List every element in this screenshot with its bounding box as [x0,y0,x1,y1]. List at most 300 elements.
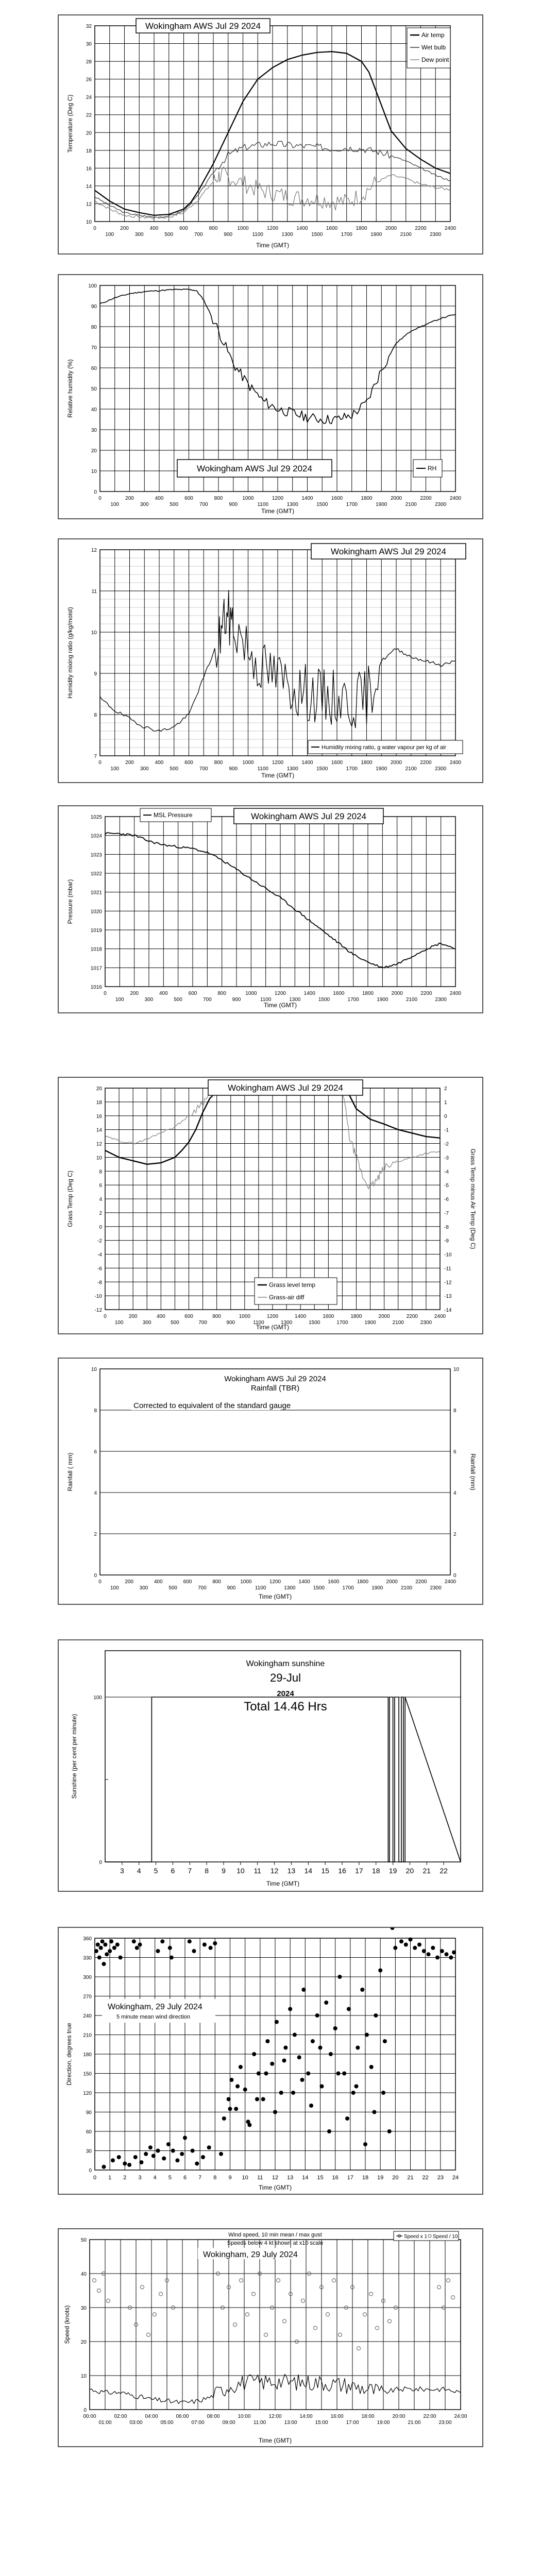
x-tick-label: 1300 [286,766,298,772]
x-tick-label: 2100 [392,1320,404,1326]
x-tick-label: 2300 [420,1320,432,1326]
wind-direction-point [342,2072,346,2076]
wind-direction-point [138,1943,142,1947]
wind-direction-point [257,2072,261,2076]
wind-direction-point [168,1946,172,1950]
speed-div10-point [363,2313,367,2316]
wind-direction-point [440,1949,444,1953]
wind-direction-point [431,1946,435,1950]
x-tick-label: 6 [183,2175,187,2181]
x-tick-label: 2400 [434,1314,446,1319]
y2-tick-label: 10 [453,1367,460,1372]
x-tick-label: 1800 [356,226,367,231]
wind-direction-x-axis-label: Time (GMT) [258,2184,292,2191]
y-tick-label: 180 [83,2052,92,2058]
x-tick-label: 500 [174,997,183,1003]
x-tick-label: 100 [114,1320,124,1326]
wind-speed-header-2: Speeds below 4 kt shown at x10 scale [227,2240,324,2246]
y-tick-label: 60 [91,366,97,371]
sunshine-chart [59,1640,482,1891]
y-tick-label: 30 [86,2148,92,2155]
y-tick-label: 50 [91,386,97,392]
wind-direction-point [252,2052,256,2056]
y-tick-label: 10 [96,1155,102,1161]
x-tick-label: 17 [347,2175,353,2181]
x-tick-label: 1700 [346,502,358,507]
speed-div10-point [97,2289,101,2293]
speed-div10-point [369,2292,373,2296]
temperature-chart-title: Wokingham AWS Jul 29 2024 [145,21,261,31]
x-tick-label: 1600 [326,226,338,231]
wind-direction-point [123,2162,127,2166]
x-tick-label: 2000 [378,1314,390,1319]
rainfall-chart-panel [58,1358,483,1605]
x-tick-label: 1200 [269,1579,281,1585]
legend-dew-point: Dew point [421,56,449,63]
legend-speed-div10: Speed / 10 [433,2234,458,2240]
x-tick-label: 900 [229,502,238,507]
x-tick-label: 1000 [245,991,257,996]
wind-direction-point [156,1949,160,1953]
y-tick-label: 240 [83,2013,92,2019]
speed-div10-point [314,2326,317,2330]
y-tick-label: 270 [83,1994,92,2000]
wind-direction-point [293,2033,297,2037]
wind-direction-point [337,1975,342,1979]
wind-direction-point [222,2116,226,2121]
x-tick-label: 300 [139,1585,148,1591]
x-tick-label: 9 [222,1867,226,1875]
wind-direction-point [171,2149,175,2153]
wind-direction-point [297,2055,301,2059]
wind-direction-point [160,1939,164,1943]
y-tick-label: 14 [86,183,92,190]
x-tick-label: 500 [171,1320,179,1326]
x-tick-label: 1400 [301,760,313,766]
x-tick-label: 2200 [415,1579,427,1585]
y-tick-label: 40 [91,407,97,413]
pressure-chart-panel [58,805,483,1013]
wind-direction-point [96,1943,100,1947]
x-tick-label: 800 [214,760,223,766]
x-tick-label: 2400 [449,991,462,996]
wind-direction-point [102,2165,106,2169]
x-tick-label: 1600 [323,1314,334,1319]
rainfall-y2-axis-label: Rainfall (mm) [469,1453,477,1490]
wind-direction-point [228,2107,232,2111]
x-tick-label: 24:00 [454,2414,467,2419]
y2-tick-label: -5 [444,1183,449,1189]
wind-direction-point [115,1943,120,1947]
x-tick-label: 900 [232,997,241,1003]
wind-direction-point [324,2001,328,2005]
wind-direction-point [369,2065,374,2069]
x-tick-label: 400 [155,760,164,766]
y-tick-label: 8 [99,1169,102,1175]
y-tick-label: 330 [83,1955,92,1961]
x-tick-label: 2400 [449,496,462,501]
x-tick-label: 200 [125,496,134,501]
wind-direction-point [144,2152,148,2156]
y-tick-label: 26 [86,77,92,83]
x-tick-label: 700 [197,1585,207,1591]
x-tick-label: 400 [155,496,164,501]
y2-tick-label: -12 [444,1280,452,1286]
wind-direction-point [213,1941,217,1945]
x-tick-label: 200 [120,226,129,231]
x-tick-label: 700 [194,232,203,238]
y-tick-label: 1025 [90,815,102,820]
legend-wet-bulb: Wet bulb [421,44,446,51]
x-tick-label: 2300 [430,1585,442,1591]
speed-div10-point [277,2279,280,2282]
y-tick-label: 0 [94,1573,97,1579]
wind-direction-point [413,1946,417,1950]
y2-tick-label: -9 [444,1238,449,1244]
y-tick-label: -2 [97,1238,102,1244]
wind-direction-chart-title: Wokingham, 29 July 2024 [108,2003,202,2011]
wind-direction-point [246,2120,250,2124]
x-tick-label: 7 [188,1867,192,1875]
wind-direction-point [255,2097,259,2102]
y-tick-label: 9 [94,671,97,677]
x-tick-label: 1200 [272,760,284,766]
y-tick-label: 2 [99,1210,102,1216]
wind-direction-point [151,2154,156,2158]
wind-direction-point [318,2046,323,2050]
wind-direction-point [383,2039,387,2043]
y-tick-label: 20 [91,448,97,454]
x-tick-label: 12 [272,2175,279,2181]
x-tick-label: 100 [110,766,120,772]
x-tick-label: 1400 [298,1579,310,1585]
y-tick-label: 70 [91,345,97,351]
rainfall-chart-subtitle: Rainfall (TBR) [250,1384,300,1393]
wind-direction-point [374,2013,378,2018]
y2-tick-label: 2 [444,1086,447,1092]
grass-temp-chart [59,1078,482,1333]
x-tick-label: 14 [304,1867,313,1875]
wind-direction-point [393,1946,397,1950]
speed-div10-point [283,2319,286,2323]
wind-direction-point [306,2072,310,2076]
sunshine-chart-title: Wokingham sunshine [246,1659,325,1668]
wind-direction-point [103,1943,107,1947]
x-tick-label: 1100 [260,997,272,1003]
x-tick-label: 15 [317,2175,324,2181]
x-tick-label: 1600 [333,991,345,996]
y2-tick-label: 0 [453,1573,457,1579]
y-tick-label: 10 [86,219,92,225]
x-tick-label: 1800 [350,1314,362,1319]
wind-direction-point [300,2078,305,2082]
legend-grass-level-temp: Grass level temp [269,1281,316,1289]
x-tick-label: 700 [199,502,208,507]
x-tick-label: 17 [355,1867,363,1875]
speed-div10-point [107,2299,110,2302]
x-tick-label: 800 [212,1314,222,1319]
x-tick-label: 09:00 [222,2420,235,2426]
pressure-chart [59,806,482,1012]
x-tick-label: 1900 [370,232,382,238]
x-tick-label: 17:00 [346,2420,359,2426]
x-tick-label: 600 [188,991,197,996]
x-tick-label: 12 [270,1867,279,1875]
x-tick-label: 1500 [316,766,328,772]
speed-div10-point [388,2319,392,2323]
x-tick-label: 15:00 [315,2420,328,2426]
x-tick-label: 900 [226,1320,235,1326]
wind-direction-point [109,1939,113,1943]
x-tick-label: 1000 [240,1579,252,1585]
x-tick-label: 1000 [242,760,254,766]
x-tick-label: 200 [125,1579,134,1585]
wind-direction-y-axis-label: Direction, degrees true [65,2023,73,2086]
x-tick-label: 300 [144,997,154,1003]
speed-div10-point [246,2313,249,2316]
x-tick-label: 800 [214,496,223,501]
x-tick-label: 11:00 [253,2420,266,2426]
y-tick-label: 12 [96,1141,102,1147]
x-tick-label: 100 [110,502,120,507]
x-tick-label: 600 [184,496,193,501]
wind-direction-point [319,2084,324,2089]
x-tick-label: 2200 [420,760,432,766]
wind-direction-point [156,2149,160,2153]
wind-direction-point [239,2065,243,2069]
x-tick-label: 21 [407,2175,414,2181]
wind-direction-point [333,2026,337,2030]
y-tick-label: -12 [94,1308,102,1313]
wind-direction-point [100,1939,105,1943]
rainfall-x-axis-label: Time (GMT) [258,1593,292,1600]
x-tick-label: 1800 [361,496,373,501]
y-tick-label: 1022 [90,871,102,877]
wind-direction-point [365,2033,369,2037]
wind-direction-point [381,2091,385,2095]
x-tick-label: 2100 [400,232,412,238]
wind-direction-point [417,1943,421,1947]
y-tick-label: 1016 [90,985,102,990]
x-tick-label: 21:00 [408,2420,421,2426]
y-tick-label: 28 [86,59,92,65]
x-tick-label: 06:00 [176,2414,189,2419]
speed-div10-point [451,2296,455,2299]
x-tick-label: 1500 [316,502,328,507]
y-tick-label: 14 [96,1127,102,1133]
y2-tick-label: -10 [444,1252,452,1258]
x-tick-label: 2400 [449,760,462,766]
x-tick-label: 1100 [255,1585,266,1591]
x-tick-label: 16 [338,1867,346,1875]
x-tick-label: 13 [287,1867,296,1875]
wind-direction-point [201,2155,205,2159]
y2-tick-label: -2 [444,1141,449,1147]
wind-direction-point [279,2091,283,2095]
wind-direction-point [170,1956,174,1960]
x-tick-label: 1300 [280,1320,293,1326]
x-tick-label: 01:00 [98,2420,112,2426]
wind-direction-point [261,2097,265,2102]
mixing-ratio-chart-panel [58,538,483,783]
sunshine-y-axis-label: Sunshine (per cent per minute) [71,1714,78,1799]
y2-tick-label: -13 [444,1294,452,1300]
x-tick-label: 1500 [311,232,323,238]
wind-direction-point [139,2160,143,2164]
x-tick-label: 1300 [289,997,301,1003]
wind-direction-point [345,2116,349,2121]
x-tick-label: 3 [120,1867,124,1875]
y-tick-label: 210 [83,2032,92,2039]
y-tick-label: 1019 [90,928,102,934]
speed-div10-point [339,2333,342,2336]
x-tick-label: 1600 [331,496,343,501]
x-tick-label: 2000 [390,760,402,766]
wind-direction-point [356,2046,360,2050]
wind-direction-point [265,2039,269,2043]
x-tick-label: 1400 [296,226,308,231]
x-tick-label: 2200 [420,496,432,501]
wind-direction-point [283,2046,288,2050]
wind-speed-chart-title: Wokingham, 29 July 2024 [203,2250,298,2259]
x-tick-label: 11 [253,1867,261,1875]
wind-speed-chart [59,2229,482,2446]
humidity-y-axis-label: Relative humidity (%) [66,359,74,418]
x-tick-label: 8 [205,1867,209,1875]
x-tick-label: 2100 [405,766,417,772]
y2-tick-label: -14 [444,1308,452,1313]
x-tick-label: 1300 [281,232,293,238]
x-tick-label: 7 [198,2175,202,2181]
speed-div10-point [332,2279,336,2282]
wind-direction-point [105,1952,109,1956]
x-tick-label: 1700 [342,1585,354,1591]
wind-direction-point [243,2088,247,2092]
x-tick-label: 24 [452,2175,459,2181]
temperature-chart-panel [58,14,483,255]
y-tick-label: 1018 [90,946,102,953]
wind-direction-point [264,2072,268,2076]
y-tick-label: -8 [97,1280,102,1286]
rainfall-chart-title: Wokingham AWS Jul 29 2024 [224,1375,326,1383]
x-tick-label: 2000 [391,991,403,996]
y-tick-label: 1017 [90,965,102,972]
y-tick-label: 0 [83,2408,87,2413]
y-tick-label: 100 [88,283,97,289]
y-tick-label: 50 [80,2238,87,2243]
x-tick-label: 900 [224,232,233,238]
wind-direction-point [112,1946,116,1950]
speed-div10-point [264,2333,268,2336]
y-tick-label: 32 [86,24,92,29]
grass-temp-chart-title: Wokingham AWS Jul 29 2024 [228,1083,343,1093]
x-tick-label: 400 [149,226,159,231]
x-tick-label: 1700 [336,1320,348,1326]
x-tick-label: 18 [371,1867,380,1875]
y-tick-label: 24 [86,95,92,101]
x-tick-label: 2300 [430,232,442,238]
wind-direction-point [135,1946,139,1950]
x-tick-label: 100 [110,1585,119,1591]
x-tick-label: 1200 [272,496,284,501]
x-tick-label: 23 [437,2175,444,2181]
y-tick-label: -10 [94,1294,102,1300]
x-tick-label: 1000 [242,496,254,501]
wind-direction-point [422,1949,426,1953]
y-tick-label: 0 [99,1224,102,1230]
wind-direction-point [291,2091,295,2095]
y-tick-label: 8 [94,1408,97,1414]
wind-direction-point [111,2158,115,2162]
x-tick-label: 800 [212,1579,222,1585]
y-tick-label: 10 [91,1367,97,1372]
y-tick-label: 10 [91,630,97,636]
wind-direction-point [288,2007,292,2011]
y2-tick-label: -7 [444,1210,449,1216]
x-tick-label: 1900 [376,502,387,507]
x-tick-label: 200 [130,991,139,996]
y-tick-label: 1023 [90,852,102,858]
y-tick-label: 7 [94,754,97,759]
y-tick-label: 18 [96,1099,102,1106]
legend-msl-pressure: MSL Pressure [154,811,193,819]
x-tick-label: 0 [104,991,107,996]
wind-direction-point [373,2110,377,2114]
x-tick-label: 1900 [376,766,387,772]
x-tick-label: 500 [168,1585,178,1591]
mixing-ratio-chart [59,539,482,782]
x-tick-label: 10 [236,1867,245,1875]
wind-direction-point [97,1956,102,1960]
x-tick-label: 9 [228,2175,232,2181]
wind-direction-point [378,1969,382,1973]
x-tick-label: 2100 [405,502,417,507]
y-tick-label: 0 [89,2168,92,2174]
x-tick-label: 4 [153,2175,157,2181]
y-tick-label: 90 [91,304,97,310]
x-tick-label: 1700 [341,232,352,238]
y-tick-label: 12 [91,548,97,553]
y-tick-label: 6 [94,1449,97,1455]
y-tick-label: -6 [97,1266,102,1272]
wind-direction-point [207,2145,211,2149]
pressure-y-axis-label: Pressure (mbar) [66,879,74,924]
rainfall-correction-note: Corrected to equivalent of the standard gauge [133,1401,291,1410]
speed-div10-point [153,2313,157,2316]
x-tick-label: 1200 [266,226,279,231]
x-tick-label: 5 [168,2175,172,2181]
x-tick-label: 1100 [257,502,269,507]
x-tick-label: 0 [98,760,102,766]
y-tick-label-100: 100 [93,1695,102,1701]
mixing-ratio-y-axis-label: Humidity mixing ratio (g/kg/moist) [66,607,74,699]
y-tick-label: 2 [94,1532,97,1537]
x-tick-label: 2100 [405,997,418,1003]
x-tick-label: 22:00 [423,2414,436,2419]
x-tick-label: 1300 [286,502,298,507]
x-tick-label: 2300 [435,766,447,772]
x-tick-label: 13:00 [284,2420,297,2426]
speed-div10-point [240,2279,243,2282]
y2-tick-label: 6 [453,1449,457,1455]
wind-direction-point [399,1939,403,1943]
x-tick-label: 3 [138,2175,142,2181]
x-tick-label: 1500 [318,997,330,1003]
x-tick-label: 11 [257,2175,263,2181]
x-tick-label: 1900 [371,1585,383,1591]
wind-direction-point [119,1956,123,1960]
grass-temp-x-axis-label: Time (GMT) [256,1324,290,1331]
